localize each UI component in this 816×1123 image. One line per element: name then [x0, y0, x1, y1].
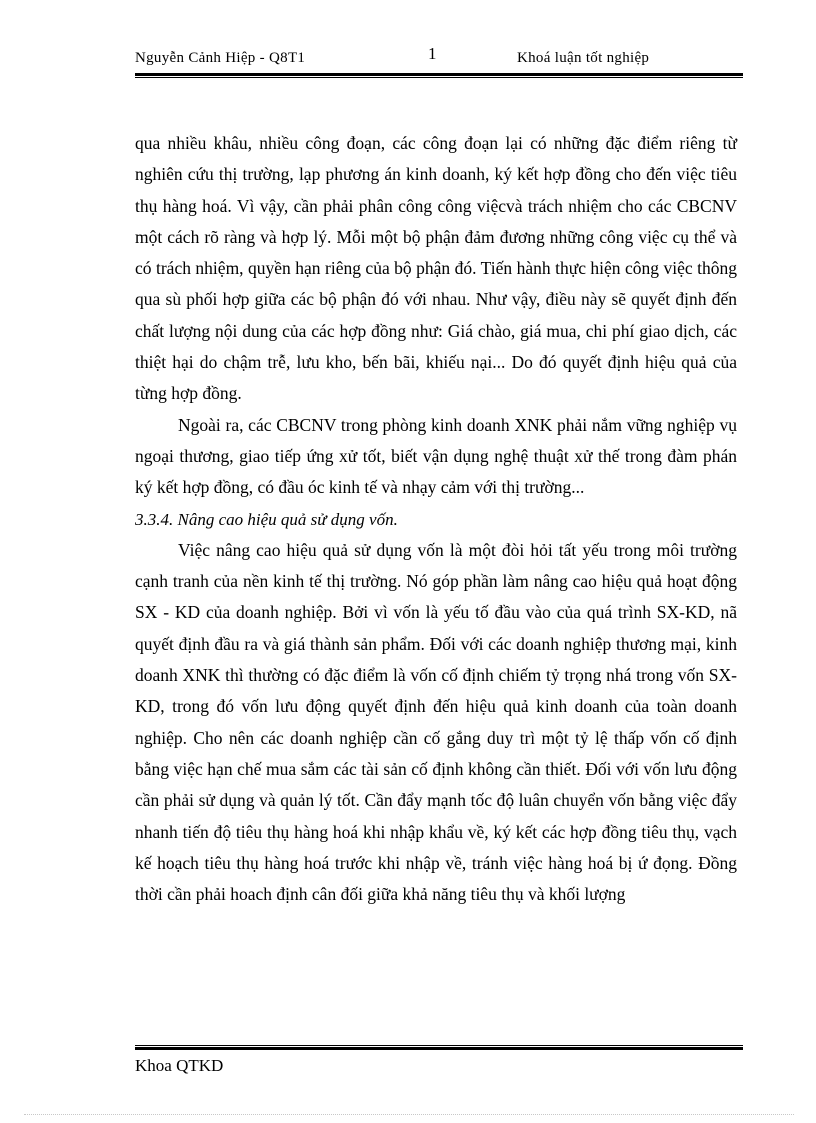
body-paragraph: Ngoài ra, các CBCNV trong phòng kinh doanh XNK phải nắm vững nghiệp vụ ngoại thương, giao tiếp ứng xử tốt, biết vận dụng nghệ thuật xử thế trong đàm phán ký kết hợp đồng, có đầu óc kinh tế và nhạy cảm với thị trường... [135, 414, 737, 498]
body-paragraph: qua nhiều khâu, nhiều công đoạn, các công đoạn lại có những đặc điểm riêng từ nghiên cứu thị trường, lạp phương án kinh doanh, ký kết hợp đồng cho đến việc tiêu thụ hàng hoá. Vì vậy, cần phải phân công công việcvà trách nhiệm cho các CBCNV một cách rõ ràng và hợp lý. Mỗi một bộ phận đảm đương những công việc cụ thể và có trách nhiệm, quyền hạn riêng của bộ phận đó. Tiến hành thực hiện công việc thông qua sù phối hợp giữa các bộ phận đó với nhau. Như vậy, điều này sẽ quyết định đến chất lượng nội dung của các hợp đồng như: Giá chào, giá mua, chi phí giao dịch, các thiệt hại do chậm trễ, lưu kho, bến bãi, khiếu nại... Do đó quyết định hiệu quả của từng hợp đồng. [135, 133, 737, 404]
body-paragraph: Việc nâng cao hiệu quả sử dụng vốn là một đòi hỏi tất yếu trong môi trường cạnh tranh của nền kinh tế thị trường. Nó góp phần làm nâng cao hiệu quả hoạt động SX - KD của doanh nghiệp. Bởi vì vốn là yếu tố đầu vào của quá trình SX-KD, nã quyết định đầu ra và giá thành sản phẩm. Đối với các doanh nghiệp thương mại, kinh doanh XNK thì thường có đặc điểm là vốn cố định chiếm tỷ trọng nhá trong vốn SX-KD, trong đó vốn lưu động quyết định đến hiệu quả kinh doanh của toàn doanh nghiệp. Cho nên các doanh nghiệp cần cố gắng duy trì một tỷ lệ thấp vốn cố định bằng việc hạn chế mua sắm các tài sản cố định không cần thiết. Đối với vốn lưu động cần phải sử dụng và quản lý tốt. Cần đẩy mạnh tốc độ luân chuyển vốn bằng việc đẩy nhanh tiến độ tiêu thụ hàng hoá khi nhập khẩu về, ký kết các hợp đồng tiêu thụ, vạch kế hoạch tiêu thụ hàng hoá trước khi nhập về, tránh việc hàng hoá bị ứ đọng. Đồng thời cần phải hoach định cân đối giữa khả năng tiêu thụ và khối lượng [135, 539, 737, 905]
section-heading: 3.3.4. Nâng cao hiệu quả sử dụng vốn. [135, 509, 398, 529]
footer-rule [135, 1045, 743, 1050]
footer-department: Khoa QTKD [135, 1056, 224, 1075]
page-edge-divider [24, 1114, 794, 1115]
page-body [135, 128, 737, 910]
header-author: Nguyễn Cảnh Hiệp - Q8T1 [135, 50, 306, 66]
header-rule [135, 73, 743, 78]
page-header [135, 44, 743, 74]
header-title: Khoá luận tốt nghiệp [517, 50, 650, 66]
page-number: 1 [428, 44, 437, 63]
